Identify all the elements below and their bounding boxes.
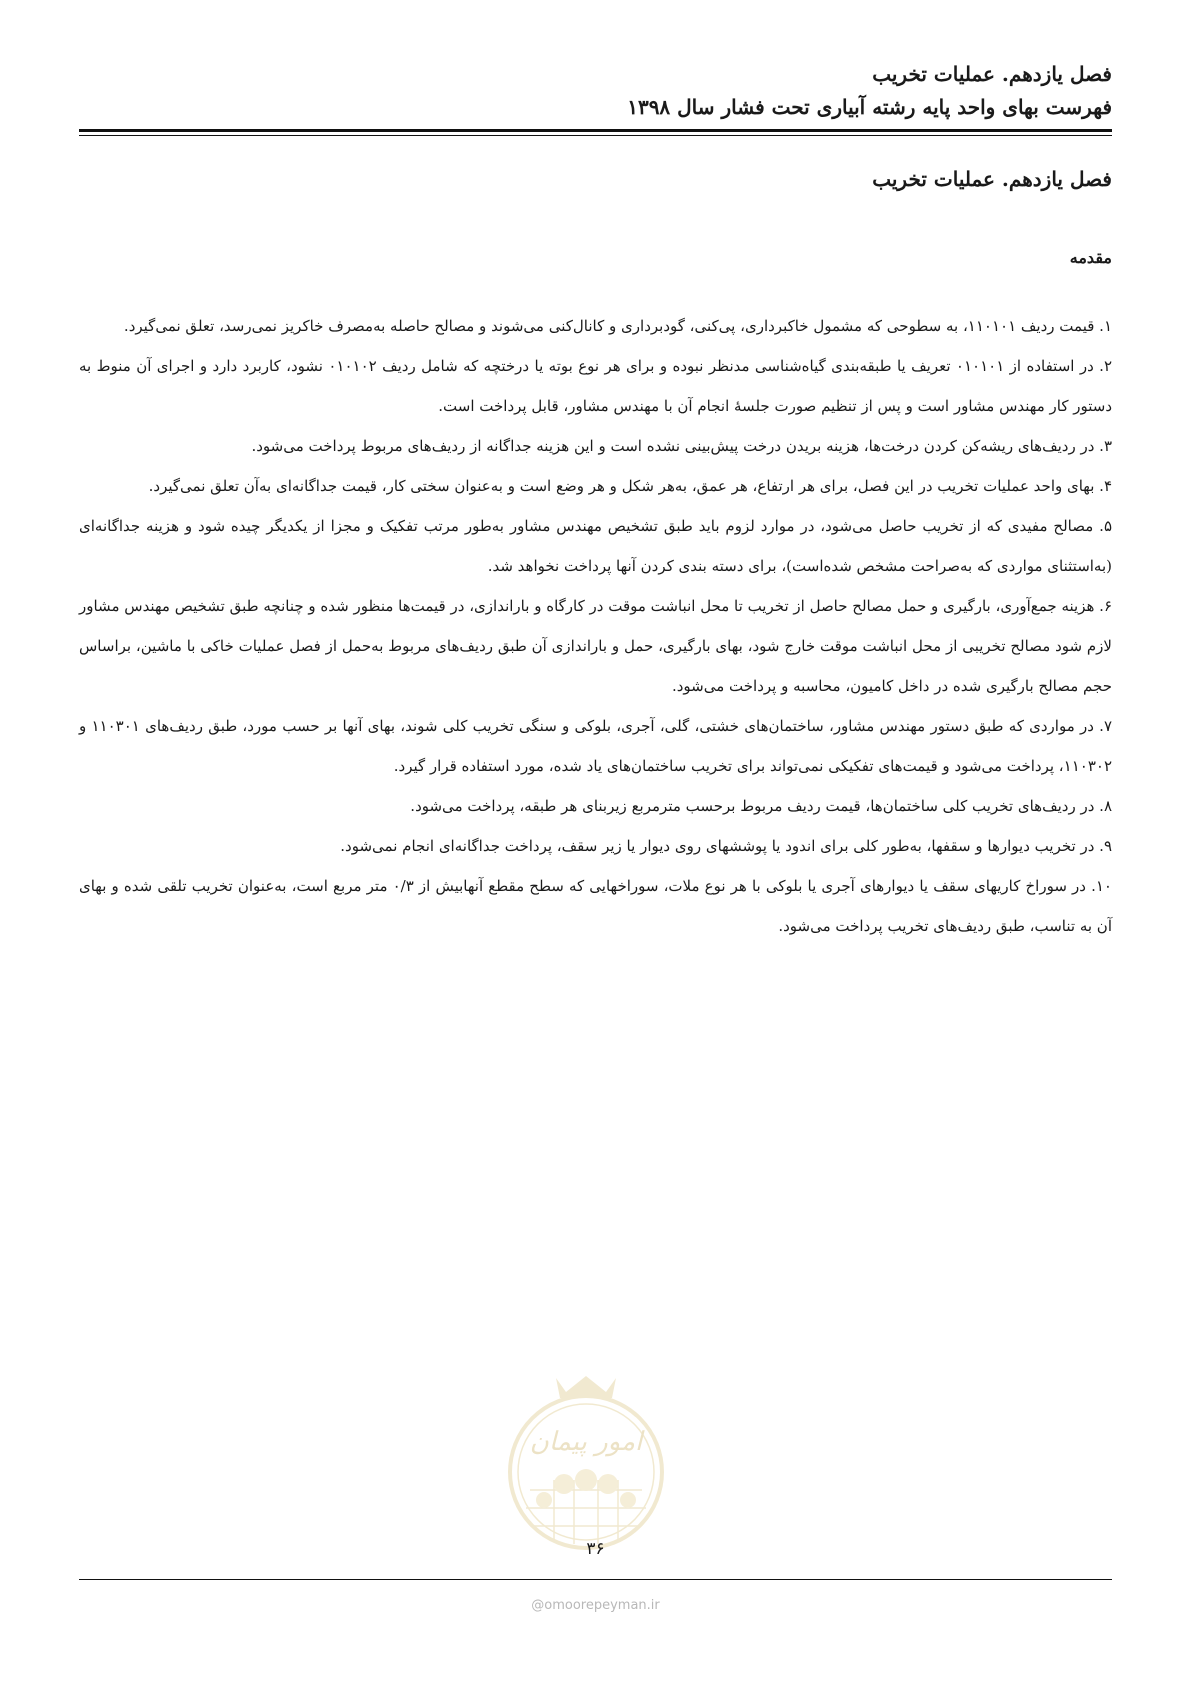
- paragraph-9: ۹. در تخریب دیوارها و سقفها، به‌طور کلی برای اندود یا پوششهای روی دیوار یا زیر سقف، پرداخت جداگانه‌ای انجام نمی‌شود.: [340, 837, 1112, 855]
- paragraph-5: ۵. مصالح مفیدی که از تخریب حاصل می‌شود، در موارد لزوم باید طبق تشخیص مهندس مشاور به‌طور مرتب تفکیک و مجزا از یکدیگر چیده شود و هزینه جداگانه‌ای (به‌استثنای مواردی که به‌صراحت مشخص شده‌است)، برای دسته بندی کردن آنها پرداخت نخواهد شد.: [79, 517, 1112, 575]
- running-header: [78, 58, 1112, 124]
- paragraph-2: ۲. در استفاده از ۰۱۰۱۰۱ تعریف یا طبقه‌بندی گیاه‌شناسی مدنظر نبوده و برای هر نوع بوته یا درختچه که شامل ردیف ۰۱۰۱۰۲ نشود، کاربرد دارد و اجرای آن منوط به دستور کار مهندس مشاور است و پس از تنظیم صورت جلسهٔ انجام آن با مهندس مشاور، قابل پرداخت است.: [79, 357, 1112, 415]
- paragraph-8: ۸. در ردیف‌های تخریب کلی ساختمان‌ها، قیمت ردیف مربوط برحسب مترمربع زیربنای هر طبقه، پرداخت می‌شود.: [410, 797, 1112, 815]
- paragraph-10: ۱۰. در سوراخ کاریهای سقف یا دیوارهای آجری یا بلوکی با هر نوع ملات، سوراخهایی که سطح مقطع آنهابیش از ۰/۳ متر مربع است، به‌عنوان تخریب تلقی شده و بهای آن به تناسب، طبق ردیف‌های تخریب پرداخت می‌شود.: [79, 877, 1112, 935]
- watermark-logo-icon: [506, 1372, 666, 1554]
- paragraph-1: ۱. قیمت ردیف ۱۱۰۱۰۱، به سطوحی که مشمول خاکبرداری، پی‌کنی، گودبرداری و کانال‌کنی می‌شوند و مصالح حاصله به‌مصرف خاکریز نمی‌رسد، تعلق نمی‌گیرد.: [123, 317, 1112, 335]
- paragraph-3: ۳. در ردیف‌های ریشه‌کن کردن درخت‌ها، هزینه بریدن درخت پیش‌بینی نشده است و این هزینه جداگانه از ردیف‌های مربوط پرداخت می‌شود.: [251, 437, 1112, 455]
- header-rule-thin: [79, 135, 1112, 136]
- paragraph-6: ۶. هزینه جمع‌آوری، بارگیری و حمل مصالح حاصل از تخریب تا محل انباشت موقت در کارگاه و باراندازی، در قیمت‌ها منظور شده و چنانچه طبق تشخیص مهندس مشاور لازم شود مصالح تخریبی از محل انباشت موقت خارج شود، بهای بارگیری، حمل و باراندازی آن طبق ردیف‌های مربوط به‌حمل از فصل عملیات خاکی با ماشین، براساس حجم مصالح بارگیری شده در داخل کامیون، محاسبه و پرداخت می‌شود.: [79, 597, 1112, 695]
- paragraph-4: ۴. بهای واحد عملیات تخریب در این فصل، برای هر ارتفاع، هر عمق، به‌هر شکل و هر وضع است و به‌عنوان سختی کار، قیمت جداگانه‌ای به‌آن تعلق نمی‌گیرد.: [148, 477, 1112, 495]
- running-header-chapter: فصل یازدهم. عملیات تخریب: [872, 62, 1112, 86]
- section-title: مقدمه: [1069, 248, 1112, 267]
- watermark-logo-text: امور پیمان: [529, 1427, 643, 1457]
- footer-rule: [79, 1579, 1112, 1580]
- header-rule-thick: [79, 129, 1112, 132]
- running-header-document-title: فهرست بهای واحد پایه رشته آبیاری تحت فشار سال ۱۳۹۸: [627, 95, 1112, 119]
- paragraph-7: ۷. در مواردی که طبق دستور مهندس مشاور، ساختمان‌های خشتی، گلی، آجری، بلوکی و سنگی تخریب کلی شوند، بهای آنها بر حسب مورد، طبق ردیف‌های ۱۱۰۳۰۱ و ۱۱۰۳۰۲، پرداخت می‌شود و قیمت‌های تفکیکی نمی‌تواند برای تخریب ساختمان‌های یاد شده، مورد استفاده قرار گیرد.: [79, 717, 1112, 775]
- page-number: ۳۶: [586, 1539, 605, 1559]
- footer-site-handle: @omoorepeyman.ir: [531, 1598, 660, 1613]
- body-text: [79, 306, 1112, 946]
- chapter-title: فصل یازدهم. عملیات تخریب: [872, 167, 1112, 191]
